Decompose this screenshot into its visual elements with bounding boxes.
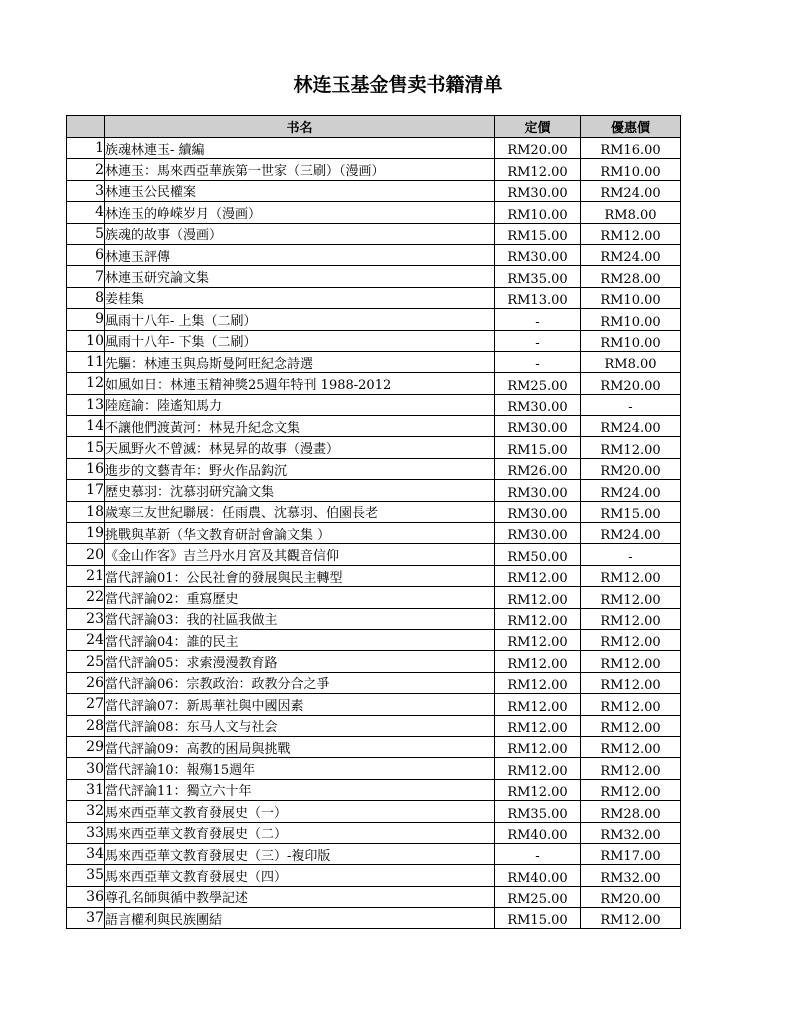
list-price: RM25.00	[495, 886, 581, 907]
table-row	[67, 309, 681, 330]
table-row	[67, 908, 681, 929]
book-title: 當代評論07：新馬華社與中國因素	[105, 694, 495, 715]
book-title: 馬來西亞華文教育發展史（三）-複印版	[105, 843, 495, 864]
list-price: -	[495, 843, 581, 864]
discount-price: RM28.00	[581, 801, 681, 822]
row-number: 20	[67, 544, 105, 565]
row-number: 27	[67, 694, 105, 715]
table-row	[67, 437, 681, 458]
table-row	[67, 244, 681, 265]
book-title: 當代評論11：獨立六十年	[105, 779, 495, 800]
row-number: 34	[67, 843, 105, 864]
list-price: RM25.00	[495, 373, 581, 394]
list-price: -	[495, 351, 581, 372]
table-row	[67, 801, 681, 822]
header-price: 定價	[495, 116, 581, 138]
book-title: 如風如日：林連玉精神獎25週年特刊 1988-2012	[105, 373, 495, 394]
book-title: 先驅：林連玉與烏斯曼阿旺紀念詩選	[105, 351, 495, 372]
discount-price: RM32.00	[581, 865, 681, 886]
table-row	[67, 501, 681, 522]
discount-price: RM12.00	[581, 587, 681, 608]
book-title: 當代評論04：誰的民主	[105, 629, 495, 650]
table-row	[67, 373, 681, 394]
list-price: RM15.00	[495, 223, 581, 244]
book-title: 林連玉公民權案	[105, 180, 495, 201]
table-row	[67, 779, 681, 800]
table-row	[67, 159, 681, 180]
book-title: 風雨十八年- 下集（二刷）	[105, 330, 495, 351]
discount-price: RM12.00	[581, 779, 681, 800]
row-number: 16	[67, 458, 105, 479]
discount-price: -	[581, 394, 681, 415]
row-number: 2	[67, 159, 105, 180]
discount-price: RM24.00	[581, 180, 681, 201]
row-number: 3	[67, 180, 105, 201]
list-price: RM30.00	[495, 480, 581, 501]
book-title: 當代評論05：求索漫漫教育路	[105, 651, 495, 672]
table-row	[67, 587, 681, 608]
header-title: 书名	[105, 116, 495, 138]
row-number: 26	[67, 672, 105, 693]
row-number: 24	[67, 629, 105, 650]
table-row	[67, 822, 681, 843]
table-row	[67, 694, 681, 715]
list-price: RM12.00	[495, 715, 581, 736]
list-price: RM12.00	[495, 651, 581, 672]
discount-price: RM12.00	[581, 223, 681, 244]
discount-price: RM10.00	[581, 287, 681, 308]
book-title: 尊孔名師與循中教學記述	[105, 886, 495, 907]
row-number: 11	[67, 351, 105, 372]
list-price: RM15.00	[495, 908, 581, 929]
list-price: -	[495, 309, 581, 330]
book-title: 當代評論01：公民社會的發展與民主轉型	[105, 565, 495, 586]
row-number: 4	[67, 202, 105, 223]
table-row	[67, 608, 681, 629]
list-price: RM35.00	[495, 801, 581, 822]
list-price: -	[495, 330, 581, 351]
discount-price: RM17.00	[581, 843, 681, 864]
row-number: 31	[67, 779, 105, 800]
table-row	[67, 843, 681, 864]
row-number: 33	[67, 822, 105, 843]
row-number: 17	[67, 480, 105, 501]
list-price: RM12.00	[495, 159, 581, 180]
table-body	[67, 138, 681, 929]
discount-price: RM24.00	[581, 416, 681, 437]
book-title: 進步的文藝青年：野火作品鈎沉	[105, 458, 495, 479]
list-price: RM12.00	[495, 736, 581, 757]
book-price-table	[66, 115, 681, 929]
row-number: 10	[67, 330, 105, 351]
row-number: 28	[67, 715, 105, 736]
list-price: RM30.00	[495, 416, 581, 437]
table-row	[67, 736, 681, 757]
row-number: 12	[67, 373, 105, 394]
row-number: 30	[67, 758, 105, 779]
table-row	[67, 672, 681, 693]
table-row	[67, 480, 681, 501]
book-title: 風雨十八年- 上集（二刷）	[105, 309, 495, 330]
row-number: 22	[67, 587, 105, 608]
book-title: 林連玉：馬來西亞華族第一世家（三刷）（漫画）	[105, 159, 495, 180]
list-price: RM40.00	[495, 865, 581, 886]
list-price: RM12.00	[495, 629, 581, 650]
list-price: RM30.00	[495, 394, 581, 415]
book-title: 陸庭諭：陸遙知馬力	[105, 394, 495, 415]
header-discount: 優惠價	[581, 116, 681, 138]
list-price: RM30.00	[495, 523, 581, 544]
discount-price: RM15.00	[581, 501, 681, 522]
book-title: 不讓他們渡黃河：林晃升紀念文集	[105, 416, 495, 437]
book-title: 天風野火不曾滅：林晃昇的故事（漫畫）	[105, 437, 495, 458]
book-title: 歷史慕羽：沈慕羽研究論文集	[105, 480, 495, 501]
list-price: RM10.00	[495, 202, 581, 223]
book-title: 當代評論02：重寫歷史	[105, 587, 495, 608]
discount-price: RM12.00	[581, 694, 681, 715]
row-number: 14	[67, 416, 105, 437]
list-price: RM12.00	[495, 758, 581, 779]
table-row	[67, 138, 681, 159]
discount-price: RM20.00	[581, 373, 681, 394]
row-number: 21	[67, 565, 105, 586]
list-price: RM30.00	[495, 180, 581, 201]
book-title: 語言權利與民族團結	[105, 908, 495, 929]
discount-price: RM32.00	[581, 822, 681, 843]
book-title: 《金山作客》吉兰丹水月宮及其觀音信仰	[105, 544, 495, 565]
book-title: 林連玉評傳	[105, 244, 495, 265]
row-number: 25	[67, 651, 105, 672]
table-row	[67, 394, 681, 415]
discount-price: RM20.00	[581, 886, 681, 907]
book-title: 馬來西亞華文教育發展史（一）	[105, 801, 495, 822]
discount-price: RM12.00	[581, 651, 681, 672]
book-title: 姜桂集	[105, 287, 495, 308]
discount-price: RM12.00	[581, 908, 681, 929]
row-number: 29	[67, 736, 105, 757]
discount-price: RM12.00	[581, 629, 681, 650]
discount-price: RM10.00	[581, 330, 681, 351]
discount-price: RM12.00	[581, 437, 681, 458]
list-price: RM13.00	[495, 287, 581, 308]
discount-price: RM12.00	[581, 565, 681, 586]
row-number: 32	[67, 801, 105, 822]
row-number: 13	[67, 394, 105, 415]
row-number: 8	[67, 287, 105, 308]
list-price: RM12.00	[495, 565, 581, 586]
row-number: 1	[67, 138, 105, 159]
table-row	[67, 180, 681, 201]
table-row	[67, 758, 681, 779]
list-price: RM12.00	[495, 672, 581, 693]
table-row	[67, 223, 681, 244]
table-row	[67, 330, 681, 351]
table-row	[67, 565, 681, 586]
book-title: 當代評論06：宗教政治：政教分合之爭	[105, 672, 495, 693]
row-number: 9	[67, 309, 105, 330]
header-number	[67, 116, 105, 138]
book-title: 林連玉研究論文集	[105, 266, 495, 287]
list-price: RM30.00	[495, 501, 581, 522]
discount-price: RM12.00	[581, 736, 681, 757]
discount-price: RM12.00	[581, 715, 681, 736]
table-row	[67, 416, 681, 437]
table-row	[67, 651, 681, 672]
book-title: 族魂的故事（漫画）	[105, 223, 495, 244]
row-number: 18	[67, 501, 105, 522]
book-title: 馬來西亞華文教育發展史（二）	[105, 822, 495, 843]
row-number: 6	[67, 244, 105, 265]
list-price: RM12.00	[495, 608, 581, 629]
table-row	[67, 287, 681, 308]
table-row	[67, 715, 681, 736]
discount-price: RM12.00	[581, 758, 681, 779]
table-header-row	[67, 116, 681, 138]
discount-price: RM10.00	[581, 159, 681, 180]
row-number: 19	[67, 523, 105, 544]
discount-price: RM12.00	[581, 608, 681, 629]
discount-price: -	[581, 544, 681, 565]
row-number: 35	[67, 865, 105, 886]
book-title: 當代評論10：報殤15週年	[105, 758, 495, 779]
list-price: RM26.00	[495, 458, 581, 479]
table-row	[67, 523, 681, 544]
book-title: 馬來西亞華文教育發展史（四）	[105, 865, 495, 886]
table-row	[67, 865, 681, 886]
table-row	[67, 202, 681, 223]
row-number: 5	[67, 223, 105, 244]
book-title: 當代評論09：高教的困局與挑戰	[105, 736, 495, 757]
list-price: RM12.00	[495, 587, 581, 608]
table-row	[67, 351, 681, 372]
list-price: RM12.00	[495, 694, 581, 715]
row-number: 7	[67, 266, 105, 287]
list-price: RM30.00	[495, 244, 581, 265]
table-row	[67, 266, 681, 287]
row-number: 23	[67, 608, 105, 629]
table-row	[67, 458, 681, 479]
book-title: 林连玉的峥嵘岁月（漫画）	[105, 202, 495, 223]
row-number: 36	[67, 886, 105, 907]
list-price: RM40.00	[495, 822, 581, 843]
row-number: 37	[67, 908, 105, 929]
page-title: 林连玉基金售卖书籍清单	[293, 74, 503, 96]
discount-price: RM16.00	[581, 138, 681, 159]
discount-price: RM28.00	[581, 266, 681, 287]
discount-price: RM24.00	[581, 523, 681, 544]
discount-price: RM8.00	[581, 351, 681, 372]
book-title: 族魂林連玉- 續編	[105, 138, 495, 159]
table-row	[67, 629, 681, 650]
discount-price: RM10.00	[581, 309, 681, 330]
list-price: RM20.00	[495, 138, 581, 159]
list-price: RM50.00	[495, 544, 581, 565]
book-title: 挑戰與革新（华文教育研討會論文集 ）	[105, 523, 495, 544]
book-title: 歲寒三友世紀聯展：任雨農、沈慕羽、伯園長老	[105, 501, 495, 522]
book-title: 當代評論03：我的社區我做主	[105, 608, 495, 629]
discount-price: RM12.00	[581, 672, 681, 693]
table-row	[67, 886, 681, 907]
discount-price: RM24.00	[581, 480, 681, 501]
list-price: RM12.00	[495, 779, 581, 800]
discount-price: RM8.00	[581, 202, 681, 223]
discount-price: RM24.00	[581, 244, 681, 265]
list-price: RM15.00	[495, 437, 581, 458]
book-title: 當代評論08：东马人文与社会	[105, 715, 495, 736]
list-price: RM35.00	[495, 266, 581, 287]
row-number: 15	[67, 437, 105, 458]
table-row	[67, 544, 681, 565]
discount-price: RM20.00	[581, 458, 681, 479]
